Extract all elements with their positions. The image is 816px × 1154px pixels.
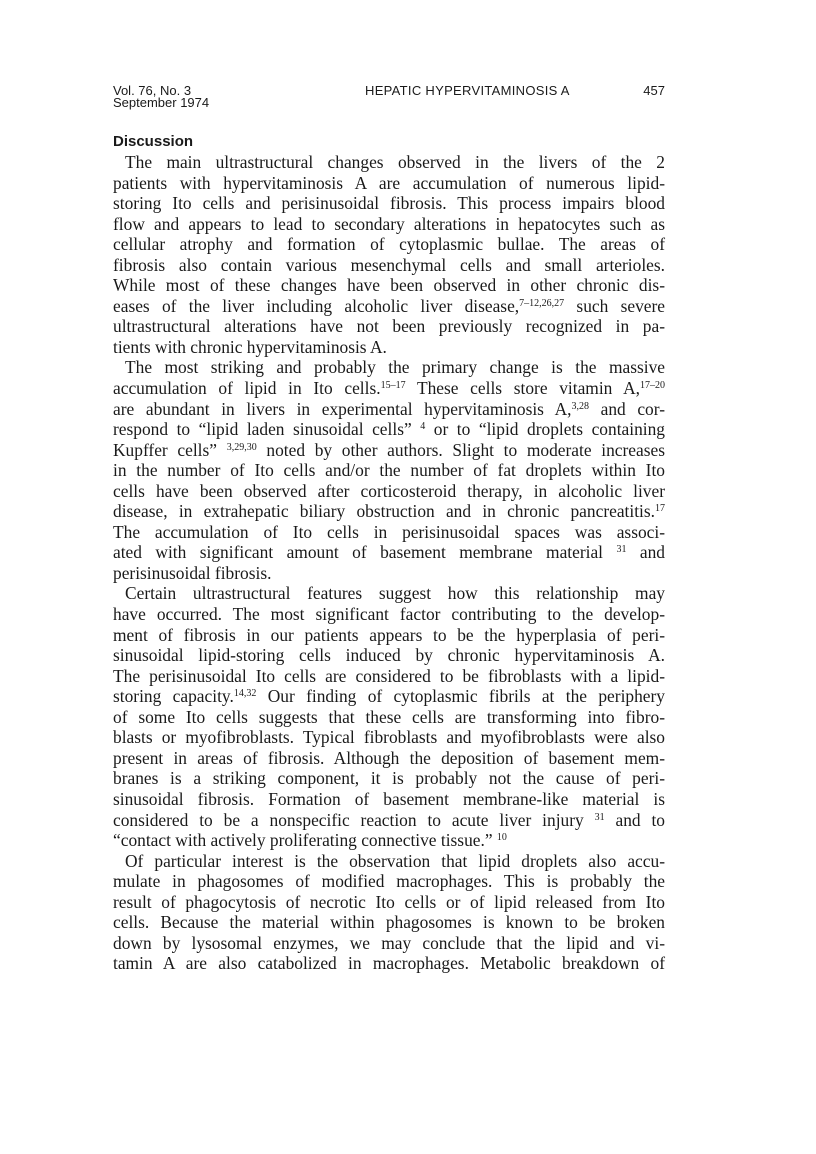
text-segment: cellular atrophy and formation of cytoplasmic bullae. The areas of: [113, 234, 665, 255]
text-segment: such severe: [564, 295, 665, 316]
text-line: [113, 542, 665, 563]
text-segment: cells. Because the material within phagosomes is known to be broken: [113, 912, 665, 933]
text-line: [113, 399, 665, 420]
text-line: [113, 912, 665, 933]
text-line: [113, 563, 665, 584]
citation-superscript: 31: [616, 544, 627, 556]
paragraph: [113, 851, 665, 974]
text-line: [113, 583, 665, 604]
text-segment: eases of the liver including alcoholic liver disease,: [113, 295, 520, 316]
text-segment: sinusoidal lipid-storing cells induced by chronic hypervitaminosis A.: [113, 645, 665, 666]
text-line: [113, 727, 665, 748]
text-segment: tients with chronic hypervitaminosis A.: [113, 336, 387, 357]
text-segment: cells have been observed after corticosteroid therapy, in alcoholic liver: [113, 480, 665, 501]
text-line: [113, 789, 665, 810]
text-segment: in the number of Ito cells and/or the number of fat droplets within Ito: [113, 460, 665, 481]
text-segment: “contact with actively proliferating connective tissue.”: [113, 830, 497, 851]
text-line: [113, 810, 665, 831]
text-line: [113, 481, 665, 502]
text-segment: and to: [604, 809, 665, 830]
text-segment: The most striking and probably the primary change is the massive: [125, 357, 665, 378]
text-line: [113, 152, 665, 173]
text-line: [113, 851, 665, 872]
text-segment: ated with significant amount of basement membrane material: [113, 542, 617, 563]
citation-superscript: 17–20: [640, 380, 665, 392]
citation-superscript: 3,29,30: [226, 441, 257, 453]
text-segment: storing Ito cells and perisinusoidal fibrosis. This process impairs blood: [113, 193, 665, 214]
text-line: [113, 953, 665, 974]
text-segment: down by lysosomal enzymes, we may conclude that the lipid and vi-: [113, 932, 665, 953]
text-line: [113, 830, 665, 851]
text-line: [113, 892, 665, 913]
text-segment: or to “lipid droplets containing: [425, 419, 665, 440]
text-line: [113, 768, 665, 789]
text-segment: sinusoidal fibrosis. Formation of basement membrane-like material is: [113, 788, 665, 809]
journal-date: September 1974: [113, 95, 210, 110]
text-segment: The perisinusoidal Ito cells are considered to be fibroblasts with a lipid-: [113, 665, 665, 686]
text-line: [113, 707, 665, 728]
text-segment: noted by other authors. Slight to moderate increases: [256, 439, 665, 460]
text-segment: Certain ultrastructural features suggest how this relationship may: [125, 583, 665, 604]
text-segment: Of particular interest is the observation that lipid droplets also accu-: [125, 850, 665, 871]
text-segment: respond to “lipid laden sinusoidal cells”: [113, 419, 421, 440]
journal-volume: Vol. 76, No. 3: [113, 83, 192, 98]
text-segment: ultrastructural alterations have not been previously recognized in pa-: [113, 316, 665, 337]
citation-superscript: 31: [594, 811, 605, 823]
text-line: [113, 625, 665, 646]
paragraph: [113, 583, 665, 850]
paragraph: [113, 357, 665, 583]
text-segment: storing capacity.: [113, 686, 234, 707]
text-segment: The accumulation of Ito cells in perisinusoidal spaces was associ-: [113, 521, 665, 542]
text-segment: fibrosis also contain various mesenchymal cells and small arterioles.: [113, 254, 665, 275]
text-line: [113, 645, 665, 666]
text-segment: disease, in extrahepatic biliary obstruction and in chronic pancreatitis.: [113, 501, 655, 522]
text-line: [113, 604, 665, 625]
text-line: [113, 419, 665, 440]
text-line: [113, 460, 665, 481]
text-segment: are abundant in livers in experimental hypervitaminosis A,: [113, 398, 572, 419]
text-line: [113, 214, 665, 235]
text-segment: of some Ito cells suggests that these cells are transforming into fibro-: [113, 706, 665, 727]
text-segment: flow and appears to lead to secondary alterations in hepatocytes such as: [113, 213, 665, 234]
citation-superscript: 7–12,26,27: [519, 297, 565, 309]
text-segment: tamin A are also catabolized in macrophages. Metabolic breakdown of: [113, 953, 665, 974]
text-line: [113, 871, 665, 892]
text-line: [113, 666, 665, 687]
text-line: [113, 193, 665, 214]
text-line: [113, 275, 665, 296]
text-segment: mulate in phagosomes of modified macrophages. This is probably the: [113, 871, 665, 892]
text-segment: While most of these changes have been observed in other chronic dis-: [113, 275, 665, 296]
section-heading: Discussion: [113, 133, 194, 150]
text-line: [113, 173, 665, 194]
text-segment: and: [626, 542, 665, 563]
text-line: [113, 748, 665, 769]
paragraph: [113, 152, 665, 357]
citation-superscript: 15–17: [380, 380, 406, 392]
body-text: [113, 152, 665, 974]
text-segment: patients with hypervitaminosis A are accumulation of numerous lipid-: [113, 172, 665, 193]
text-segment: result of phagocytosis of necrotic Ito cells or of lipid released from Ito: [113, 891, 665, 912]
text-segment: blasts or myofibroblasts. Typical fibroblasts and myofibroblasts were also: [113, 727, 665, 748]
text-line: [113, 522, 665, 543]
page-number: 457: [643, 83, 665, 98]
text-line: [113, 933, 665, 954]
text-line: [113, 234, 665, 255]
text-segment: Kupffer cells”: [113, 439, 227, 460]
text-segment: perisinusoidal fibrosis.: [113, 562, 272, 583]
text-line: [113, 296, 665, 317]
text-line: [113, 440, 665, 461]
text-segment: branes is a striking component, it is probably not the cause of peri-: [113, 768, 665, 789]
citation-superscript: 4: [420, 421, 426, 433]
citation-superscript: 3,28: [571, 400, 589, 412]
text-segment: Our finding of cytoplasmic fibrils at the periphery: [256, 686, 665, 707]
text-line: [113, 686, 665, 707]
text-segment: accumulation of lipid in Ito cells.: [113, 378, 381, 399]
text-segment: and cor-: [589, 398, 665, 419]
citation-superscript: 14,32: [233, 688, 257, 700]
text-line: [113, 378, 665, 399]
citation-superscript: 17: [655, 503, 665, 515]
citation-superscript: 10: [496, 832, 507, 844]
text-line: [113, 337, 665, 358]
text-line: [113, 255, 665, 276]
text-segment: The main ultrastructural changes observed in the livers of the 2: [125, 152, 665, 172]
running-title: HEPATIC HYPERVITAMINOSIS A: [365, 83, 570, 98]
text-segment: These cells store vitamin A,: [405, 378, 640, 399]
text-segment: considered to be a nonspecific reaction to acute liver injury: [113, 809, 595, 830]
text-line: [113, 316, 665, 337]
text-segment: ment of fibrosis in our patients appears to be the hyperplasia of peri-: [113, 624, 665, 645]
text-segment: have occurred. The most significant factor contributing to the develop-: [113, 604, 665, 625]
text-segment: present in areas of fibrosis. Although the deposition of basement mem-: [113, 747, 665, 768]
text-line: [113, 501, 665, 522]
text-line: [113, 357, 665, 378]
